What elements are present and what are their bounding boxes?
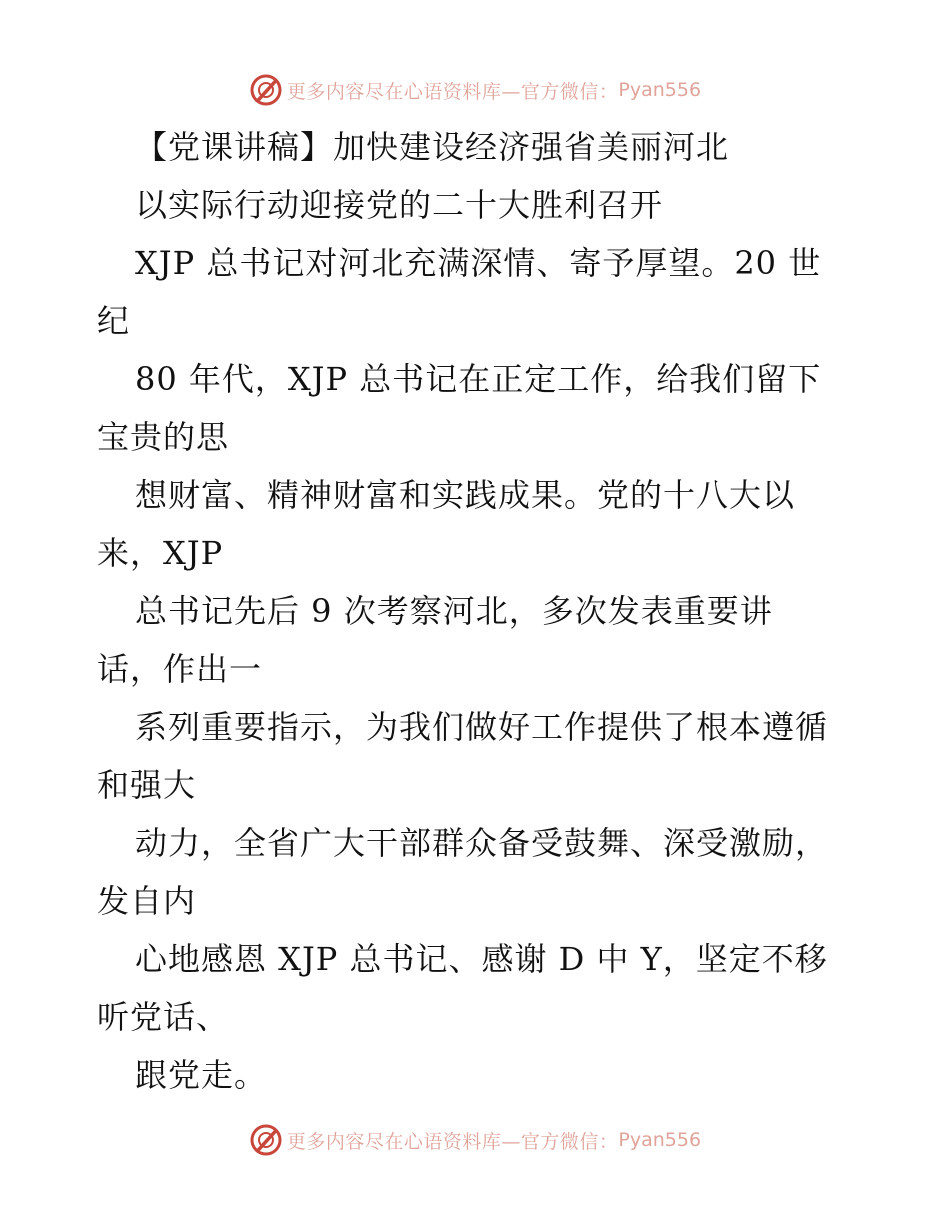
watermark-wechat-id: Pyan556 bbox=[618, 79, 702, 101]
text-line: 总书记先后 9 次考察河北，多次发表重要讲 bbox=[135, 592, 773, 630]
text-line: 心地感恩 XJP 总书记、感谢 D 中 Y，坚定不移 bbox=[135, 940, 828, 978]
quill-logo-icon bbox=[249, 73, 283, 107]
text-line: 和强大 bbox=[97, 766, 197, 804]
text-line: 话，作出一 bbox=[97, 650, 263, 688]
text-line: 想财富、精神财富和实践成果。党的十八大以 bbox=[135, 476, 796, 514]
footer-watermark bbox=[0, 1120, 950, 1160]
text-line: 以实际行动迎接党的二十大胜利召开 bbox=[135, 186, 664, 224]
text-line: 来，XJP bbox=[97, 534, 224, 572]
text-line: 80 年代，XJP 总书记在正定工作，给我们留下 bbox=[135, 360, 822, 398]
text-line: 听党话、 bbox=[97, 998, 230, 1036]
text-line: 宝贵的思 bbox=[97, 418, 230, 456]
watermark-text: 更多内容尽在心语资料库—官方微信： bbox=[286, 80, 619, 103]
text-line: 发自内 bbox=[97, 882, 197, 920]
text-line: 纪 bbox=[97, 302, 131, 340]
text-line: 跟党走。 bbox=[135, 1056, 268, 1094]
header-watermark bbox=[0, 70, 950, 110]
text-line: 动力，全省广大干部群众备受鼓舞、深受激励， bbox=[135, 824, 829, 862]
quill-logo-icon bbox=[249, 1123, 283, 1157]
document-title: 【党课讲稿】加快建设经济强省美丽河北 bbox=[135, 128, 730, 166]
text-line: 系列重要指示，为我们做好工作提供了根本遵循 bbox=[135, 708, 829, 746]
watermark-text: 更多内容尽在心语资料库—官方微信： bbox=[286, 1130, 619, 1153]
text-line: XJP 总书记对河北充满深情、寄予厚望。20 世 bbox=[135, 244, 822, 282]
watermark-wechat-id: Pyan556 bbox=[618, 1129, 702, 1151]
